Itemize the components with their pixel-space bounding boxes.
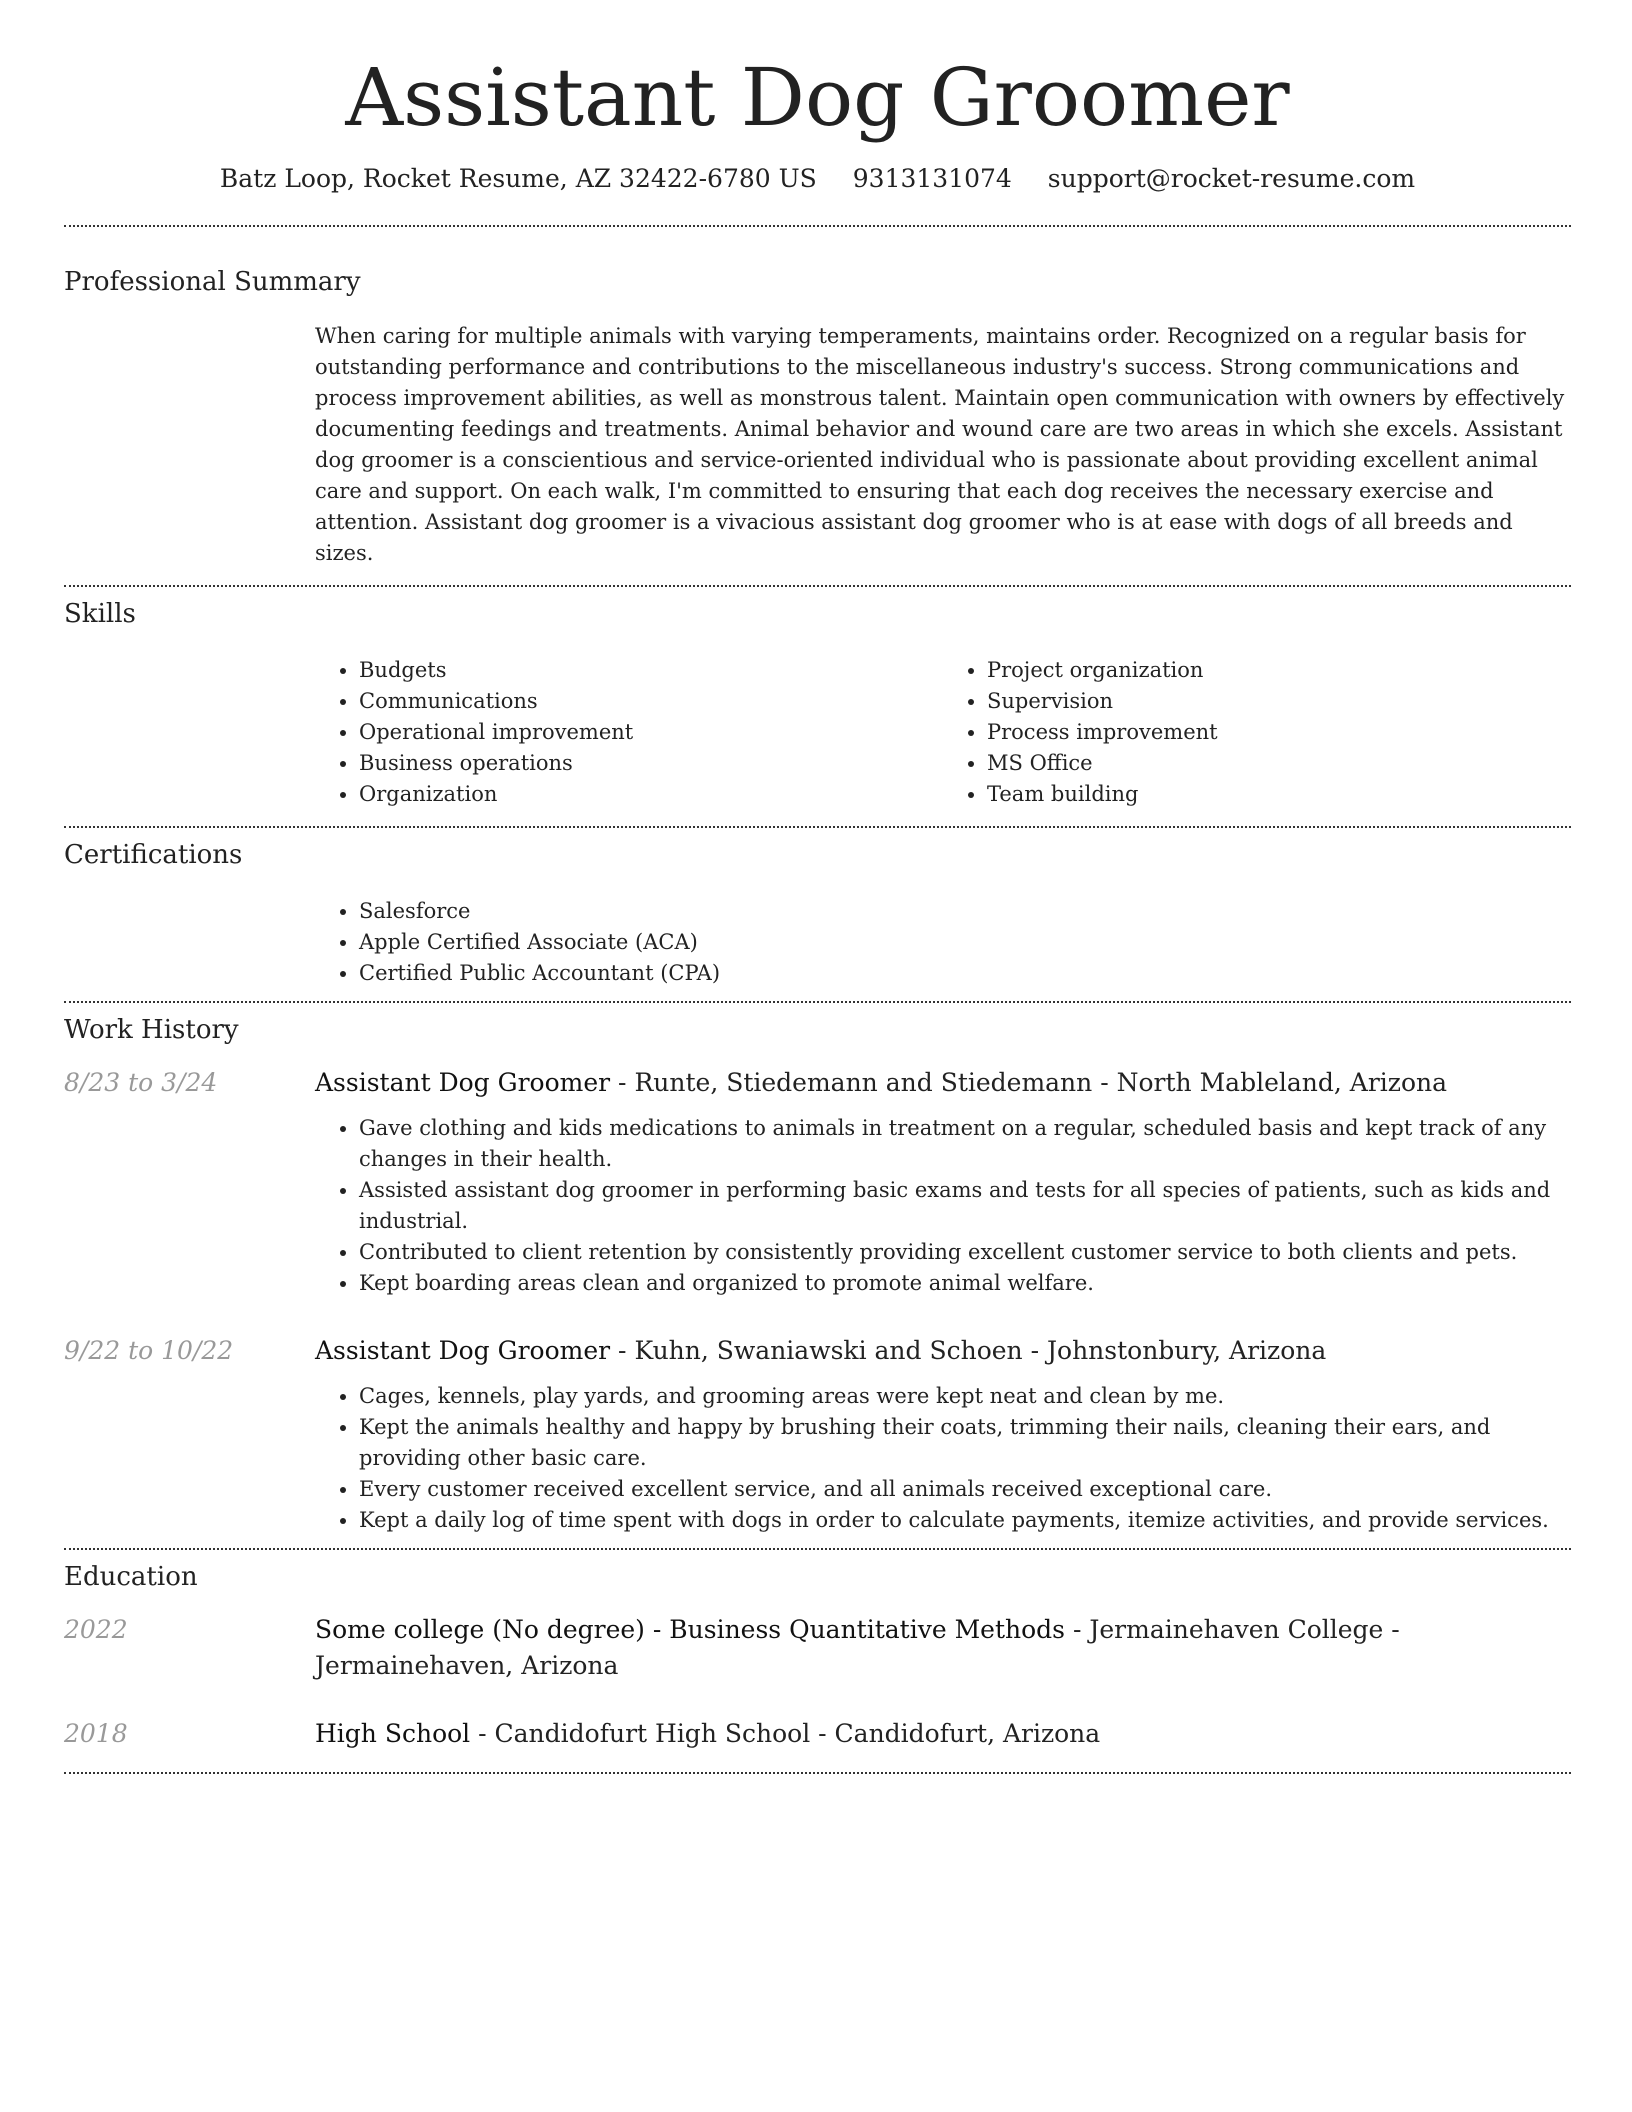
certifications-section <box>64 828 1571 1001</box>
job-entry <box>64 1065 1571 1299</box>
education-title-line <box>315 1716 1571 1752</box>
summary-text: When caring for multiple animals with varying temperaments, maintains order. Recognized on a regular basis for outstanding performance and contributions to the miscellaneous industry's success. Strong communications and process improvement abilities, as well as monstrous talent. Maintain open communication with owners by effectively documenting feedings and treatments. Animal behavior and wound care are two areas in which she excels. Assistant dog groomer is a conscientious and service-oriented individual who is passionate about providing excellent animal care and support. On each walk, I'm committed to ensuring that each dog receives the necessary exercise and attention. Assistant dog groomer is a vivacious assistant dog groomer who is at ease with dogs of all breeds and sizes. <box>315 324 1565 565</box>
contact-line <box>64 164 1571 193</box>
candidate-name: Assistant Dog Groomer <box>345 51 1290 144</box>
skills-grid <box>315 655 1571 826</box>
job-employer: - Kuhn, Swaniawski and Schoen - Johnstonbury, Arizona <box>610 1336 1327 1365</box>
skill-item: • Operational improvement <box>359 717 943 748</box>
skill-item: • Communications <box>359 686 943 717</box>
job-title-line <box>315 1333 1571 1369</box>
section-title-education: Education <box>64 1562 198 1592</box>
education-degree: High School <box>315 1719 471 1748</box>
job-bullet: • Kept boarding areas clean and organized to promote animal welfare. <box>359 1268 1571 1299</box>
skill-item: • Process improvement <box>987 717 1571 748</box>
certification-item: • Salesforce <box>359 896 1571 927</box>
job-bullets <box>315 1113 1571 1299</box>
section-title-certifications: Certifications <box>64 840 243 870</box>
skill-item: • Supervision <box>987 686 1571 717</box>
education-school: - Jermainehaven College - Jermainehaven, Arizona <box>315 1615 1400 1680</box>
contact-phone: 9313131074 <box>852 164 1012 193</box>
job-role: Assistant Dog Groomer <box>315 1068 611 1097</box>
job-employer: - Runte, Stiedemann and Stiedemann - North Mableland, Arizona <box>610 1068 1447 1097</box>
education-year: 2022 <box>64 1615 128 1644</box>
section-title-summary: Professional Summary <box>64 267 361 297</box>
section-title-work: Work History <box>64 1015 239 1045</box>
job-body <box>315 1065 1571 1299</box>
education-school: - Candidofurt High School - Candidofurt, Arizona <box>470 1719 1101 1748</box>
certifications-list <box>315 896 1571 989</box>
skills-list-right <box>943 655 1571 810</box>
education-body <box>315 1612 1571 1684</box>
divider <box>64 1772 1571 1774</box>
job-bullet: • Kept the animals healthy and happy by brushing their coats, trimming their nails, cleaning their ears, and providing other basic care. <box>359 1412 1571 1474</box>
job-bullet: • Assisted assistant dog groomer in performing basic exams and tests for all species of patients, such as kids and industrial. <box>359 1175 1571 1237</box>
job-role: Assistant Dog Groomer <box>315 1336 611 1365</box>
skills-list-left <box>315 655 943 810</box>
job-dates: 8/23 to 3/24 <box>64 1068 218 1097</box>
skill-item: • Project organization <box>987 655 1571 686</box>
education-entry <box>64 1612 1571 1684</box>
skill-item: • MS Office <box>987 748 1571 779</box>
resume-page <box>64 0 1571 1774</box>
job-bullet: • Gave clothing and kids medications to animals in treatment on a regular, scheduled basis and kept track of any changes in their health. <box>359 1113 1571 1175</box>
skill-item: • Budgets <box>359 655 943 686</box>
job-dates: 9/22 to 10/22 <box>64 1336 234 1365</box>
certifications-content <box>315 896 1571 1001</box>
skill-item: • Organization <box>359 779 943 810</box>
contact-address: Batz Loop, Rocket Resume, AZ 32422-6780 US <box>219 164 817 193</box>
education-degree: Some college (No degree) - Business Quantitative Methods <box>315 1615 1065 1644</box>
contact-email: support@rocket-resume.com <box>1047 164 1416 193</box>
skills-section <box>64 587 1571 826</box>
job-body <box>315 1333 1571 1536</box>
skill-item: • Business operations <box>359 748 943 779</box>
job-title-line <box>315 1065 1571 1101</box>
job-bullets <box>315 1381 1571 1536</box>
education-entry <box>64 1716 1571 1772</box>
education-year: 2018 <box>64 1719 128 1748</box>
education-section <box>64 1550 1571 1772</box>
job-entry <box>64 1333 1571 1548</box>
summary-section <box>64 227 1571 585</box>
education-title-line <box>315 1612 1571 1684</box>
job-bullet: • Every customer received excellent service, and all animals received exceptional care. <box>359 1474 1571 1505</box>
job-bullet: • Kept a daily log of time spent with dogs in order to calculate payments, itemize activities, and provide services. <box>359 1505 1571 1536</box>
certification-item: • Apple Certified Associate (ACA) <box>359 927 1571 958</box>
work-history-section <box>64 1003 1571 1548</box>
job-bullet: • Cages, kennels, play yards, and grooming areas were kept neat and clean by me. <box>359 1381 1571 1412</box>
section-title-skills: Skills <box>64 599 136 629</box>
skill-item: • Team building <box>987 779 1571 810</box>
education-body <box>315 1716 1571 1752</box>
certification-item: • Certified Public Accountant (CPA) <box>359 958 1571 989</box>
job-bullet: • Contributed to client retention by consistently providing excellent customer service to both clients and pets. <box>359 1237 1571 1268</box>
